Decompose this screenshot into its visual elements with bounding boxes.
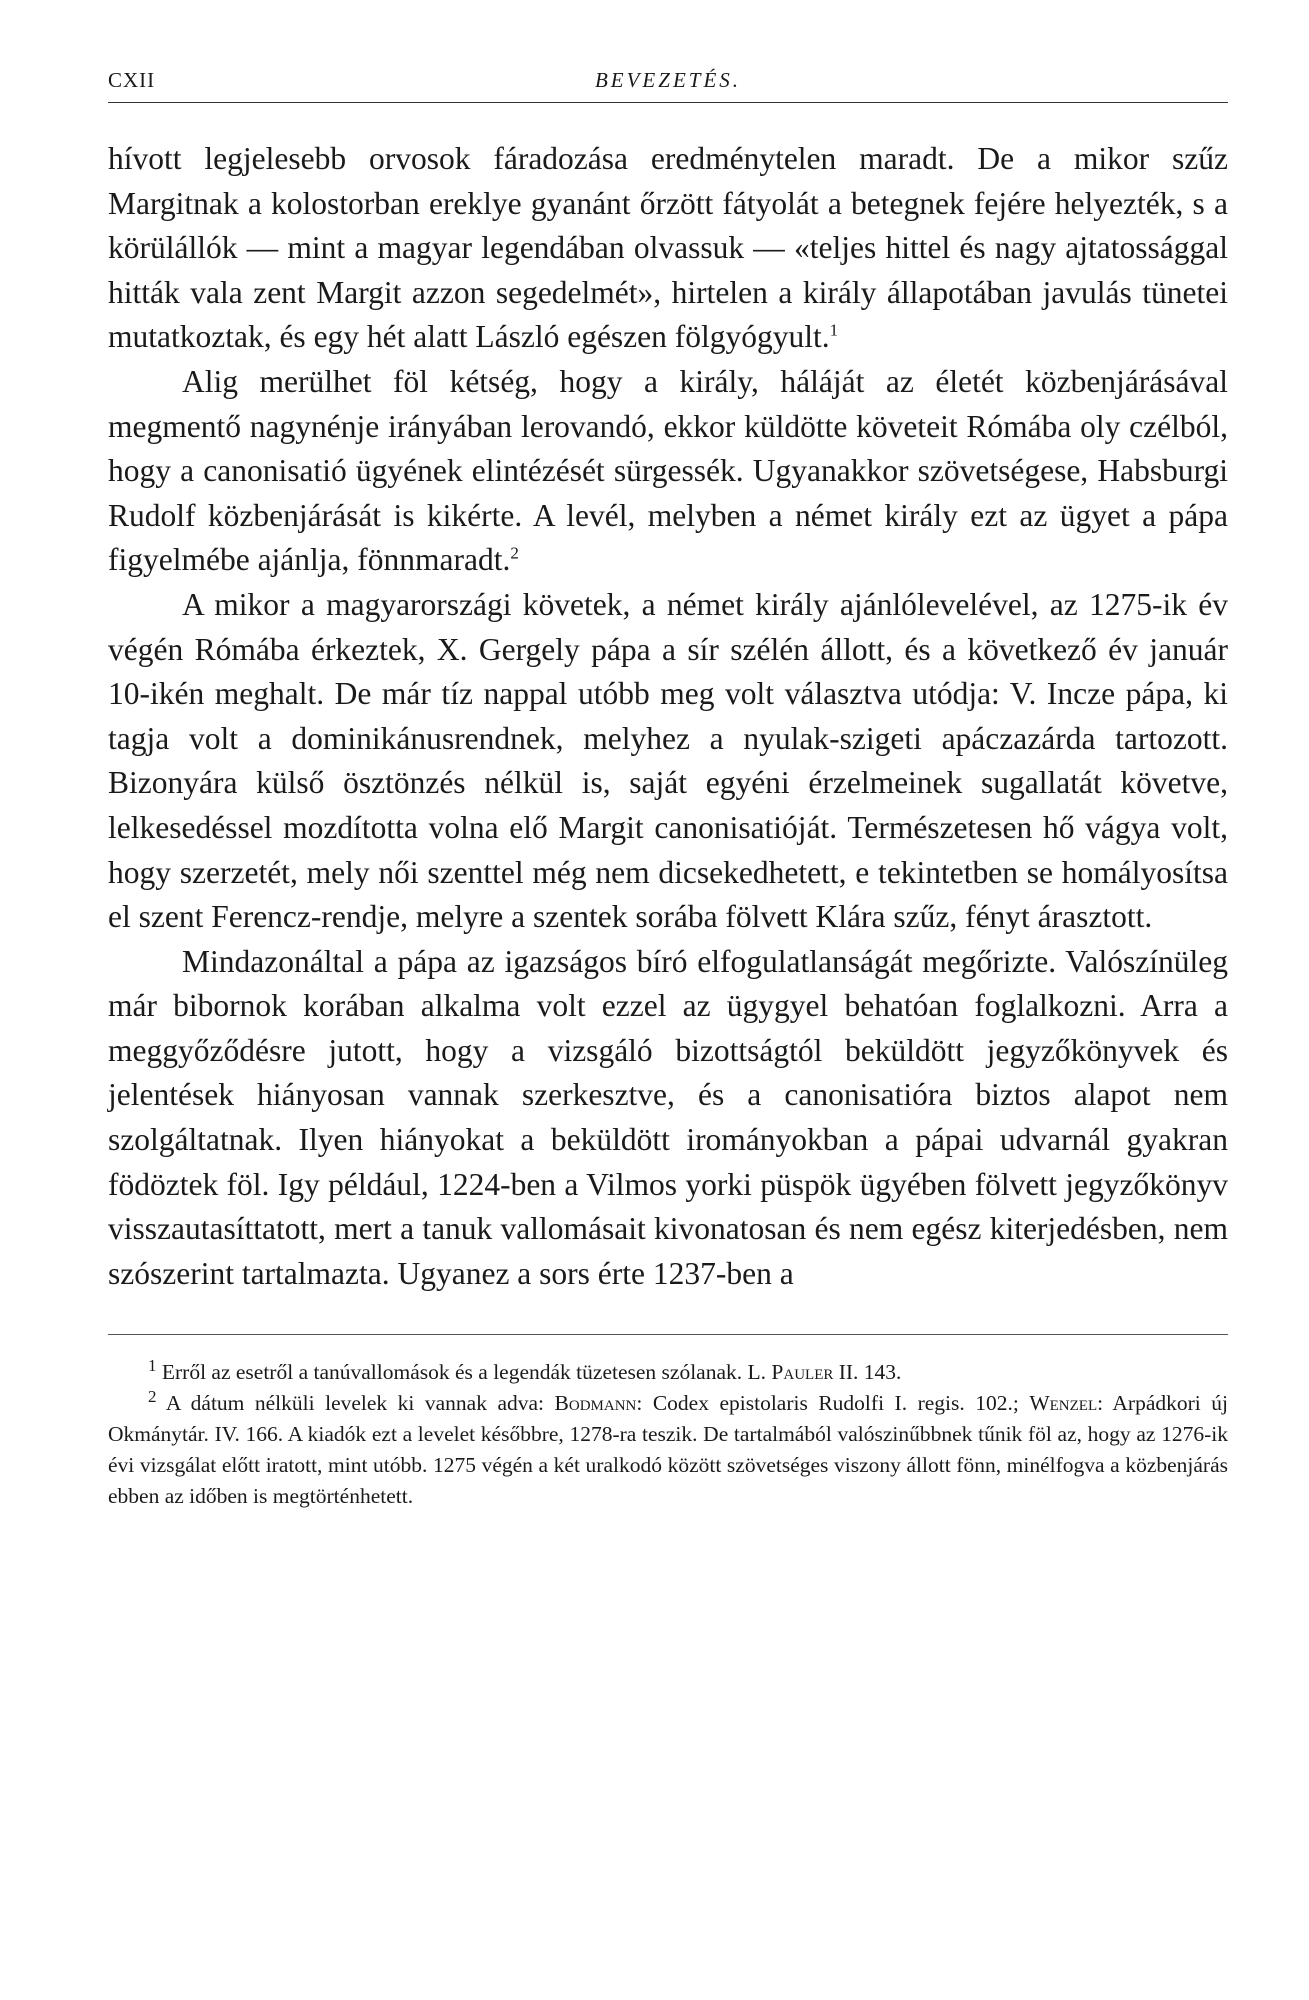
footnote-rule — [108, 1334, 1228, 1335]
book-page — [108, 60, 1228, 1511]
paragraph-4: Mindazonáltal a pápa az igazságos bíró elfogulatlanságát megőrizte. Valószínüleg már bibornok korában alkalma volt ezzel az ügygyel behatóan foglalkozni. Arra a meggyőződésre jutott, hogy a vizsgáló bizottságtól beküldött jegyzőkönyvek és jelentések hiányosan vannak szerkesztve, és a canonisatióra biztos alapot nem szolgáltatnak. Ilyen hiányokat a beküldött irományokban a pápai udvarnál gyakran födöztek föl. Igy például, 1224-ben a Vilmos yorki püspök ügyében fölvett jegyzőkönyv visszautasíttatott, mert a tanuk vallomásait kivonatosan és nem egész kiterjedésben, nem szószerint tartalmazta. Ugyanez a sors érte 1237-ben a — [108, 943, 1228, 1291]
footnote-ref-2[interactable]: 2 — [510, 543, 519, 563]
page-header — [108, 60, 1228, 96]
header-rule — [108, 102, 1228, 103]
footnote-1: $^1$ Erről az esetről a tanúvallomások és a legendák tüzetesen szólanak. L. Pauler II. 143. — [148, 1356, 902, 1385]
page-number: CXII — [108, 68, 156, 92]
footnotes — [108, 1357, 1228, 1511]
paragraph-3: A mikor a magyarországi követek, a német király ajánlólevelével, az 1275-ik év végén Rómába érkeztek, X. Gergely pápa a sír szélén állott, és a következő év január 10-ikén meghalt. De már tíz nappal utóbb meg volt választva utódja: V. Incze pápa, ki tagja volt a dominikánusrendnek, melyhez a nyulak-szigeti apáczazárda tartozott. Bizonyára külső ösztönzés nélkül is, saját egyéni érzelmeinek sugallatát követve, lelkesedéssel mozdította volna elő Margit canonisatióját. Természetesen hő vágya volt, hogy szerzetét, mely női szenttel még nem dicsekedhetett, e tekintetben se homályosítsa el szent Ferencz-rendje, melyre a szentek sorába fölvett Klára szűz, fényt árasztott. — [108, 586, 1228, 935]
running-title: BEVEZETÉS. — [594, 68, 742, 92]
paragraph-1: hívott legjelesebb orvosok fáradozása eredménytelen maradt. De a mikor szűz Margitnak a kolostorban ereklye gyanánt őrzött fátyolát a betegnek fejére helyezték, s a körülállók — mint a magyar legendában olvassuk — «teljes hittel és nagy ajtatossággal hitták vala zent Margit azzon segedelmét», hirtelen a király állapotában javulás tünetei mutatkoztak, és egy hét alatt László egészen fölgyógyult.$^1$ — [108, 141, 1228, 355]
paragraph-2: Alig merülhet föl kétség, hogy a király, háláját az életét közbenjárásával megmentő nagynénje irányában lerovandó, ekkor küldötte követeit Rómába oly czélból, hogy a canonisatió ügyének elintézését sürgessék. Ugyanakkor szövetségese, Habsburgi Rudolf közbenjárását is kikérte. A levél, melyben a német király ezt az ügyet a pápa figyelmébe ajánlja, fönnmaradt.$^2$ — [108, 363, 1228, 578]
footnote-ref-1[interactable]: 1 — [829, 320, 839, 340]
body-text — [108, 137, 1228, 1296]
footnote-2: $^2$ A dátum nélküli levelek ki vannak adva: Bodmann: Codex epistolaris Rudolfi I. regis. 102.; Wenzel: Arpádkori új Okmánytár. IV. 166. A kiadók ezt a levelet későbbre, 1278-ra teszik. De tartalmából valószinűbbnek tűnik föl az, hogy az 1276-ik évi vizsgálat előtt iratott, mint utóbb. 1275 végén a két uralkodó között szövetséges viszony állott fönn, minélfogva a közbenjárás ebben az időben is megtörténhetett. — [108, 1387, 1228, 1508]
